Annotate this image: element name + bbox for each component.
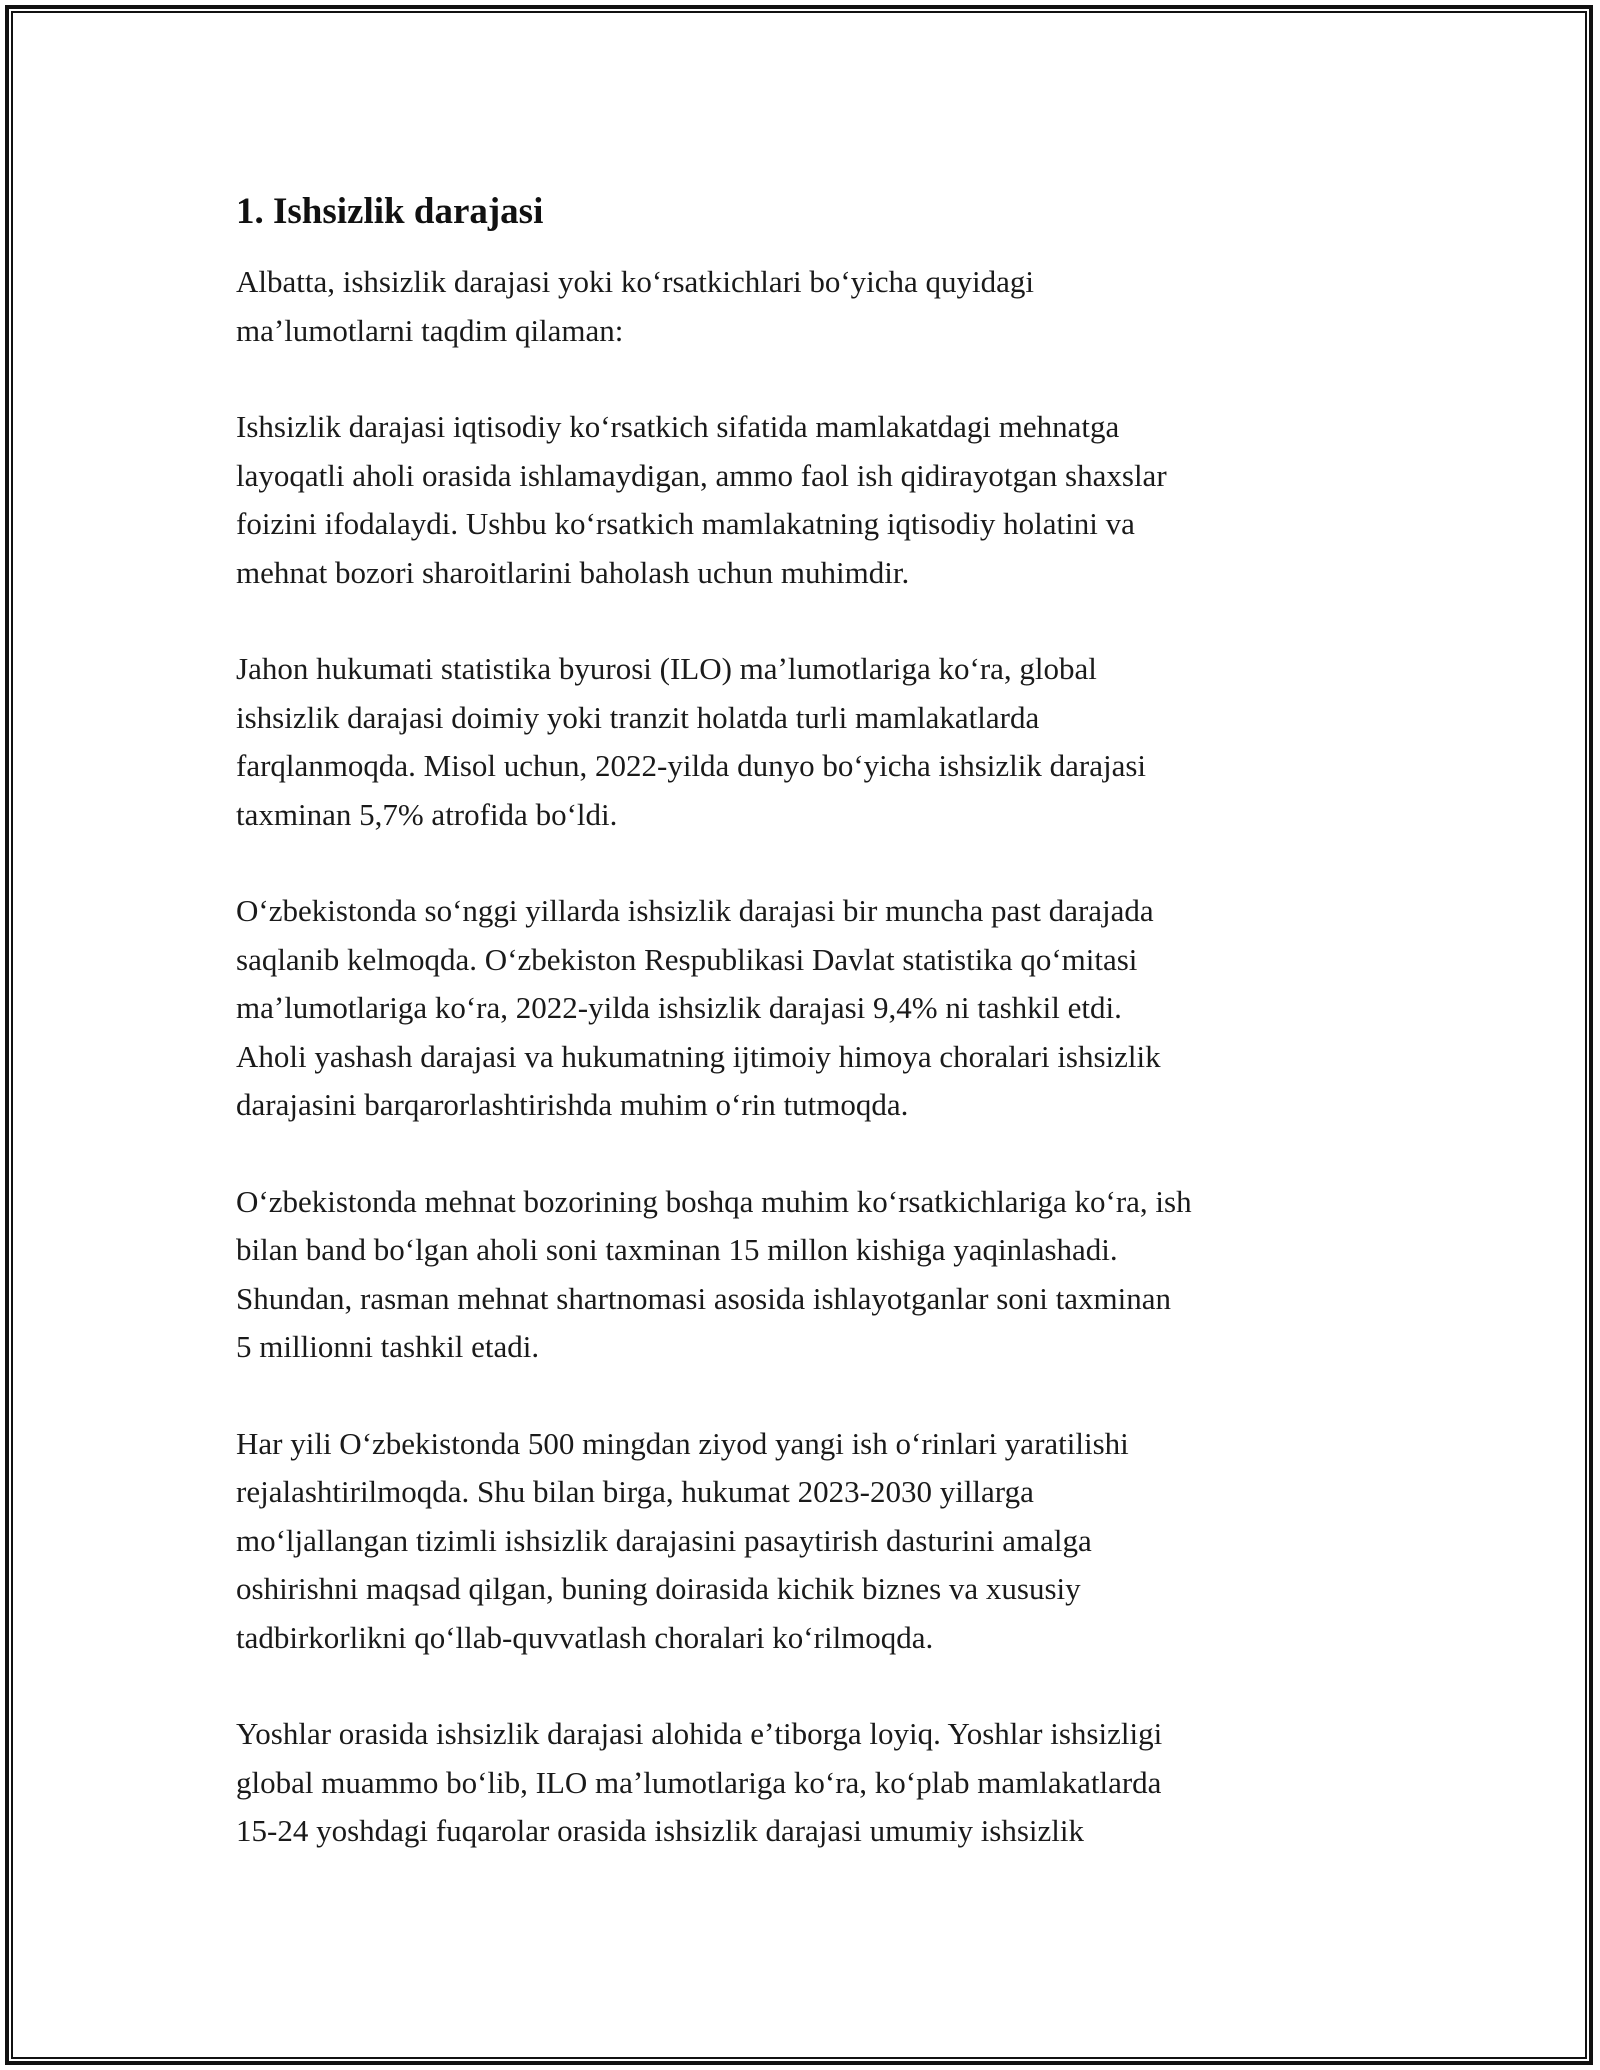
paragraph-line: mehnat bozori sharoitlarini baholash uchun muhimdir. — [236, 554, 910, 590]
paragraph-line: ishsizlik darajasi doimiy yoki tranzit holatda turli mamlakatlarda — [236, 699, 1040, 735]
paragraph-line: Yoshlar orasida ishsizlik darajasi alohida eʼtiborga loyiq. Yoshlar ishsizligi — [236, 1716, 1163, 1751]
paragraph-line: saqlanib kelmoqda. Oʻzbekiston Respublikasi Davlat statistika qoʻmitasi — [236, 941, 1138, 977]
paragraph-line: farqlanmoqda. Misol uchun, 2022-yilda dunyo boʻyicha ishsizlik darajasi — [236, 748, 1147, 783]
document-body — [236, 188, 1376, 1904]
paragraph — [236, 1710, 1376, 1856]
paragraph-line: rejalashtirilmoqda. Shu bilan birga, hukumat 2023-2030 yillarga — [236, 1474, 1034, 1509]
paragraph — [236, 258, 1376, 355]
paragraph-line: bilan band boʻlgan aholi soni taxminan 15 millon kishiga yaqinlashadi. — [236, 1232, 1118, 1267]
paragraph — [236, 403, 1376, 597]
paragraph-line: oshirishni maqsad qilgan, buning doirasida kichik biznes va xususiy — [236, 1571, 1081, 1606]
paragraph-line: Jahon hukumati statistika byurosi (ILO) maʼlumotlariga koʻra, global — [236, 651, 1097, 686]
section-title: 1. Ishsizlik darajasi — [236, 191, 544, 232]
paragraph-line: Ishsizlik darajasi iqtisodiy koʻrsatkich sifatida mamlakatdagi mehnatga — [236, 409, 1120, 444]
paragraph-line: Oʻzbekistonda mehnat bozorining boshqa muhim koʻrsatkichlariga koʻra, ish — [236, 1183, 1192, 1219]
paragraph-line: Shundan, rasman mehnat shartnomasi asosida ishlayotganlar soni taxminan — [236, 1280, 1171, 1316]
paragraph-list — [236, 258, 1376, 1856]
paragraph — [236, 887, 1376, 1130]
paragraph-line: layoqatli aholi orasida ishlamaydigan, ammo faol ish qidirayotgan shaxslar — [236, 457, 1167, 493]
paragraph-line: darajasini barqarorlashtirishda muhim oʻrin tutmoqda. — [236, 1087, 909, 1122]
paragraph-line: global muammo boʻlib, ILO maʼlumotlariga koʻra, koʻplab mamlakatlarda — [236, 1764, 1162, 1800]
paragraph-line: 5 millionni tashkil etadi. — [236, 1329, 540, 1364]
paragraph-line: taxminan 5,7% atrofida boʻldi. — [236, 796, 618, 832]
paragraph-line: Albatta, ishsizlik darajasi yoki koʻrsatkichlari boʻyicha quyidagi — [236, 264, 1035, 299]
paragraph-line: foizini ifodalaydi. Ushbu koʻrsatkich mamlakatning iqtisodiy holatini va — [236, 506, 1135, 541]
paragraph-line: tadbirkorlikni qoʻllab-quvvatlash choralari koʻrilmoqda. — [236, 1619, 934, 1655]
paragraph — [236, 1178, 1376, 1372]
paragraph-line: moʻljallangan tizimli ishsizlik darajasini pasaytirish dasturini amalga — [236, 1522, 1092, 1558]
paragraph-line: Oʻzbekistonda soʻnggi yillarda ishsizlik darajasi bir muncha past darajada — [236, 893, 1154, 928]
paragraph — [236, 645, 1376, 839]
paragraph-line: maʼlumotlarni taqdim qilaman: — [236, 312, 624, 348]
paragraph-line: Har yili Oʻzbekistonda 500 mingdan ziyod yangi ish oʻrinlari yaratilishi — [236, 1425, 1129, 1461]
paragraph — [236, 1420, 1376, 1663]
paragraph-line: Aholi yashash darajasi va hukumatning ijtimoiy himoya choralari ishsizlik — [236, 1038, 1161, 1074]
paragraph-line: maʼlumotlariga koʻra, 2022-yilda ishsizlik darajasi 9,4% ni tashkil etdi. — [236, 990, 1122, 1025]
paragraph-line: 15-24 yoshdagi fuqarolar orasida ishsizlik darajasi umumiy ishsizlik — [236, 1813, 1085, 1848]
